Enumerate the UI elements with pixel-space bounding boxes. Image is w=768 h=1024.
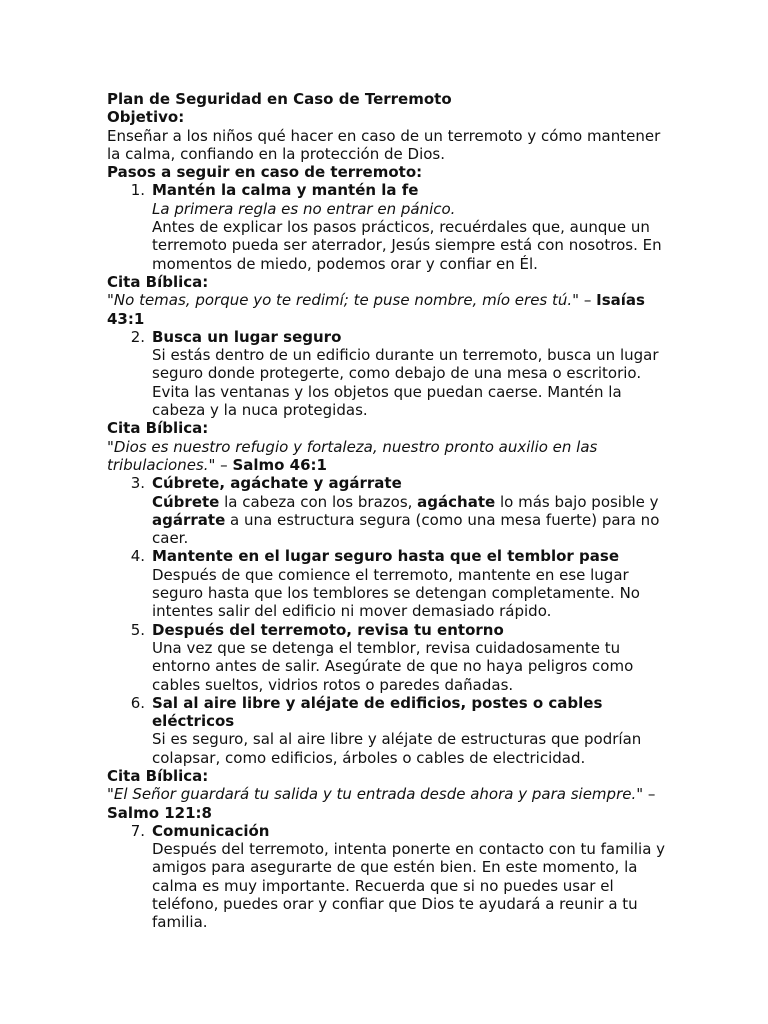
steps-heading: Pasos a seguir en caso de terremoto: xyxy=(107,163,423,182)
step-title: Sal al aire libre y aléjate de edificios, postes o cables eléctricos xyxy=(152,693,603,731)
citation-heading: Cita Bíblica: xyxy=(107,419,209,438)
step-title: Cúbrete, agáchate y agárrate xyxy=(152,474,402,493)
document-title: Plan de Seguridad en Caso de Terremoto xyxy=(107,90,452,108)
quote-close: " – xyxy=(636,785,656,804)
objective-text: Enseñar a los niños qué hacer en caso de un terremoto y cómo mantener la calma, confiando en la protección de Dios. xyxy=(107,126,661,163)
citation-heading: Cita Bíblica: xyxy=(107,272,209,291)
step-item-3 xyxy=(107,474,667,547)
step-title: Comunicación xyxy=(152,821,270,840)
quote-text: El Señor guardará tu salida y tu entrada desde ahora y para siempre. xyxy=(113,785,637,804)
step-number: 6. xyxy=(130,693,145,712)
quote-open: " xyxy=(107,437,114,456)
step-text-part: a una estructura segura (como una mesa fuerte) para no caer. xyxy=(152,510,660,548)
keyword-cubrete: Cúbrete xyxy=(152,492,220,511)
step-text-part: la cabeza con los brazos, xyxy=(219,492,418,511)
step-number: 5. xyxy=(130,620,145,639)
quote-reference: Isaías 43:1 xyxy=(107,291,645,328)
step-number: 1. xyxy=(130,181,145,200)
objective-heading: Objetivo: xyxy=(107,108,185,127)
step-text-part: lo más bajo posible y xyxy=(495,492,659,511)
step-text: Después del terremoto, intenta ponerte en contacto con tu familia y amigos para asegurarte de que estén bien. En este momento, la calma es muy importante. Recuerda que si no puedes usar el teléfono, puedes orar y confiar que Dios te ayudará a reunir a tu familia. xyxy=(152,840,666,932)
citation-heading: Cita Bíblica: xyxy=(107,766,209,785)
step-item-7 xyxy=(107,822,667,932)
step-title: Mantente en el lugar seguro hasta que el temblor pase xyxy=(152,547,619,566)
step-number: 3. xyxy=(130,474,145,493)
citation-quote xyxy=(107,438,667,475)
step-number: 2. xyxy=(130,327,145,346)
step-title: Después del terremoto, revisa tu entorno xyxy=(152,620,504,639)
quote-reference: Salmo 46:1 xyxy=(232,455,327,474)
step-text: Si es seguro, sal al aire libre y aléjate de estructuras que podrían colapsar, como edificios, árboles o cables de electricidad. xyxy=(152,730,642,767)
quote-close: " – xyxy=(572,291,597,310)
step-number: 7. xyxy=(130,821,145,840)
step-item-6 xyxy=(107,694,667,767)
step-item-2 xyxy=(107,328,667,419)
quote-text: Dios es nuestro refugio y fortaleza, nuestro pronto auxilio en las tribulaciones. xyxy=(107,437,598,474)
step-item-5 xyxy=(107,621,667,694)
quote-open: " xyxy=(107,291,114,310)
step-item-1 xyxy=(107,181,667,272)
step-title: Busca un lugar seguro xyxy=(152,327,342,346)
quote-open: " xyxy=(107,785,114,804)
keyword-agarrate: agárrate xyxy=(152,510,226,529)
step-italic-line: La primera regla es no entrar en pánico. xyxy=(152,199,456,218)
document-page xyxy=(107,90,667,932)
step-text: Una vez que se detenga el temblor, revisa cuidadosamente tu entorno antes de salir. Asegúrate de que no haya peligros como cables sueltos, vidrios rotos o paredes dañadas. xyxy=(152,638,634,694)
step-text: Antes de explicar los pasos prácticos, recuérdales que, aunque un terremoto pueda ser aterrador, Jesús siempre está con nosotros. En momentos de miedo, podemos orar y confiar en Él. xyxy=(152,218,662,273)
citation-quote xyxy=(107,785,667,822)
quote-reference: Salmo 121:8 xyxy=(107,803,212,822)
step-text: Después de que comience el terremoto, mantente en ese lugar seguro hasta que los temblores se detengan completamente. No intentes salir del edificio ni mover demasiado rápido. xyxy=(152,565,640,621)
quote-text: No temas, porque yo te redimí; te puse nombre, mío eres tú. xyxy=(113,291,573,310)
citation-quote xyxy=(107,291,667,328)
step-text: Si estás dentro de un edificio durante un terremoto, busca un lugar seguro donde protegerte, como debajo de una mesa o escritorio. Evita las ventanas y los objetos que puedan caerse. Mantén la cabeza y la nuca protegidas. xyxy=(152,346,659,420)
step-number: 4. xyxy=(130,547,145,566)
step-item-4 xyxy=(107,547,667,620)
step-text xyxy=(152,493,667,548)
step-title: Mantén la calma y mantén la fe xyxy=(152,181,419,200)
keyword-agachate: agáchate xyxy=(417,492,496,511)
quote-close: " – xyxy=(208,455,233,474)
